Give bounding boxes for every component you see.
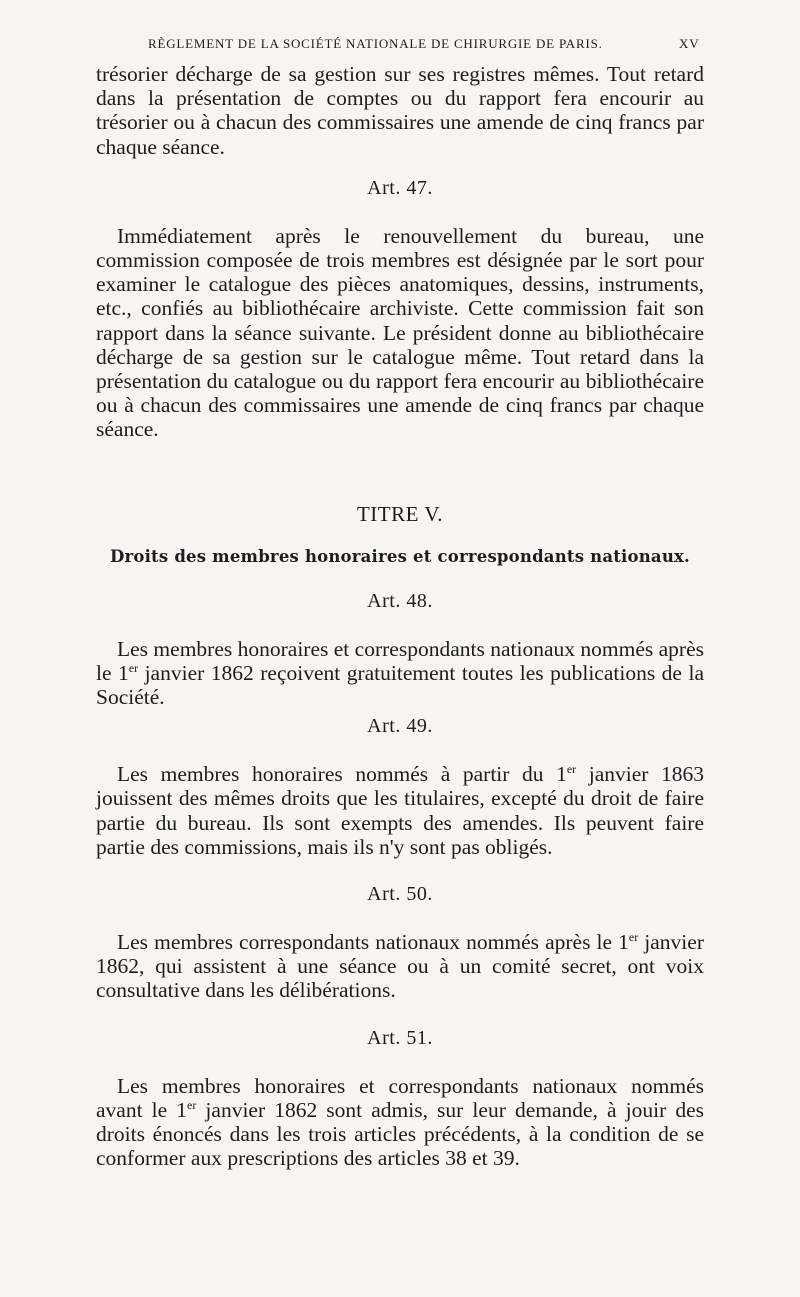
article-47-heading (96, 177, 704, 200)
article-number: 51. (406, 1026, 433, 1049)
article-number: 49. (406, 715, 433, 738)
titre-heading: TITRE V. (356, 501, 444, 526)
article-49-text-start: Les membres honoraires nommés à partir du 1 (117, 762, 567, 787)
article-label: Art. (367, 176, 401, 199)
article-48-text-start: Les membres honoraires et correspondants nationaux nommés après le 1 (96, 636, 704, 685)
article-50-text-end: janvier 1862, qui assistent à une séance ou à un comité secret, ont voix consultative dans les délibérations. (96, 930, 704, 1003)
article-48-heading (96, 590, 704, 613)
article-49-heading (96, 715, 704, 738)
article-48-text-end: janvier 1862 reçoivent gratuitement toutes les publications de la Société. (96, 660, 704, 710)
article-number: 48. (406, 589, 433, 612)
article-51-text-start: Les membres honoraires et correspondants nationaux nommés avant le 1 (96, 1073, 704, 1122)
article-number: 50. (406, 883, 433, 906)
article-label: Art. (367, 589, 401, 612)
article-51-text-end: janvier 1862 sont admis, sur leur demande, à jouir des droits énoncés dans les trois articles précédents, à la condition de se conformer aux prescriptions des articles 38 et 39. (96, 1097, 704, 1171)
article-label: Art. (367, 1026, 401, 1049)
article-50-heading (96, 883, 704, 906)
ordinal-superscript: er (628, 930, 639, 945)
article-47-text: Immédiatement après le renouvellement du bureau, une commission composée de trois membres est désignée par le sort pour examiner le catalogue des pièces anatomiques, dessins, instruments, etc., confiés au bibliothécaire archiviste. Cette commission fait son rapport dans la séance suivante. Le président donne au bibliothécaire décharge de sa gestion sur le catalogue même. Tout retard dans la présentation du catalogue ou du rapport fera encourir au bibliothécaire ou à chacun des commissaires une amende de cinq francs par chaque séance. (96, 223, 704, 442)
article-label: Art. (367, 715, 401, 738)
running-title: RÈGLEMENT DE LA SOCIÉTÉ NATIONALE DE CHIRURGIE DE PARIS. (148, 36, 603, 51)
article-50-text (96, 930, 704, 1003)
page-number: XV (679, 36, 700, 51)
article-48-text (96, 637, 704, 710)
ordinal-superscript: er (187, 1097, 197, 1112)
article-51-heading (96, 1027, 704, 1050)
article-50-text-start: Les membres correspondants nationaux nommés après le 1 (117, 930, 629, 955)
article-label: Art. (367, 883, 401, 906)
page-body (96, 62, 704, 1170)
titre-subtitle: Droits des membres honoraires et correspondants nationaux. (109, 546, 690, 566)
article-49-text (96, 762, 704, 859)
article-49-text-end: janvier 1863 jouissent des mêmes droits que les titulaires, excepté du droit de faire partie du bureau. Ils sont exempts des amendes. Ils peuvent faire partie des commissions, mais ils n'y sont pas obligés. (96, 762, 704, 859)
continuation-paragraph: trésorier décharge de sa gestion sur ses registres mêmes. Tout retard dans la présentation de comptes ou du rapport fera encourir au trésorier ou à chacun des commissaires une amende de cinq francs par chaque séance. (96, 62, 704, 159)
ordinal-superscript: er (128, 660, 139, 675)
article-51-text (96, 1074, 704, 1171)
ordinal-superscript: er (566, 762, 577, 777)
article-number: 47. (406, 176, 433, 199)
